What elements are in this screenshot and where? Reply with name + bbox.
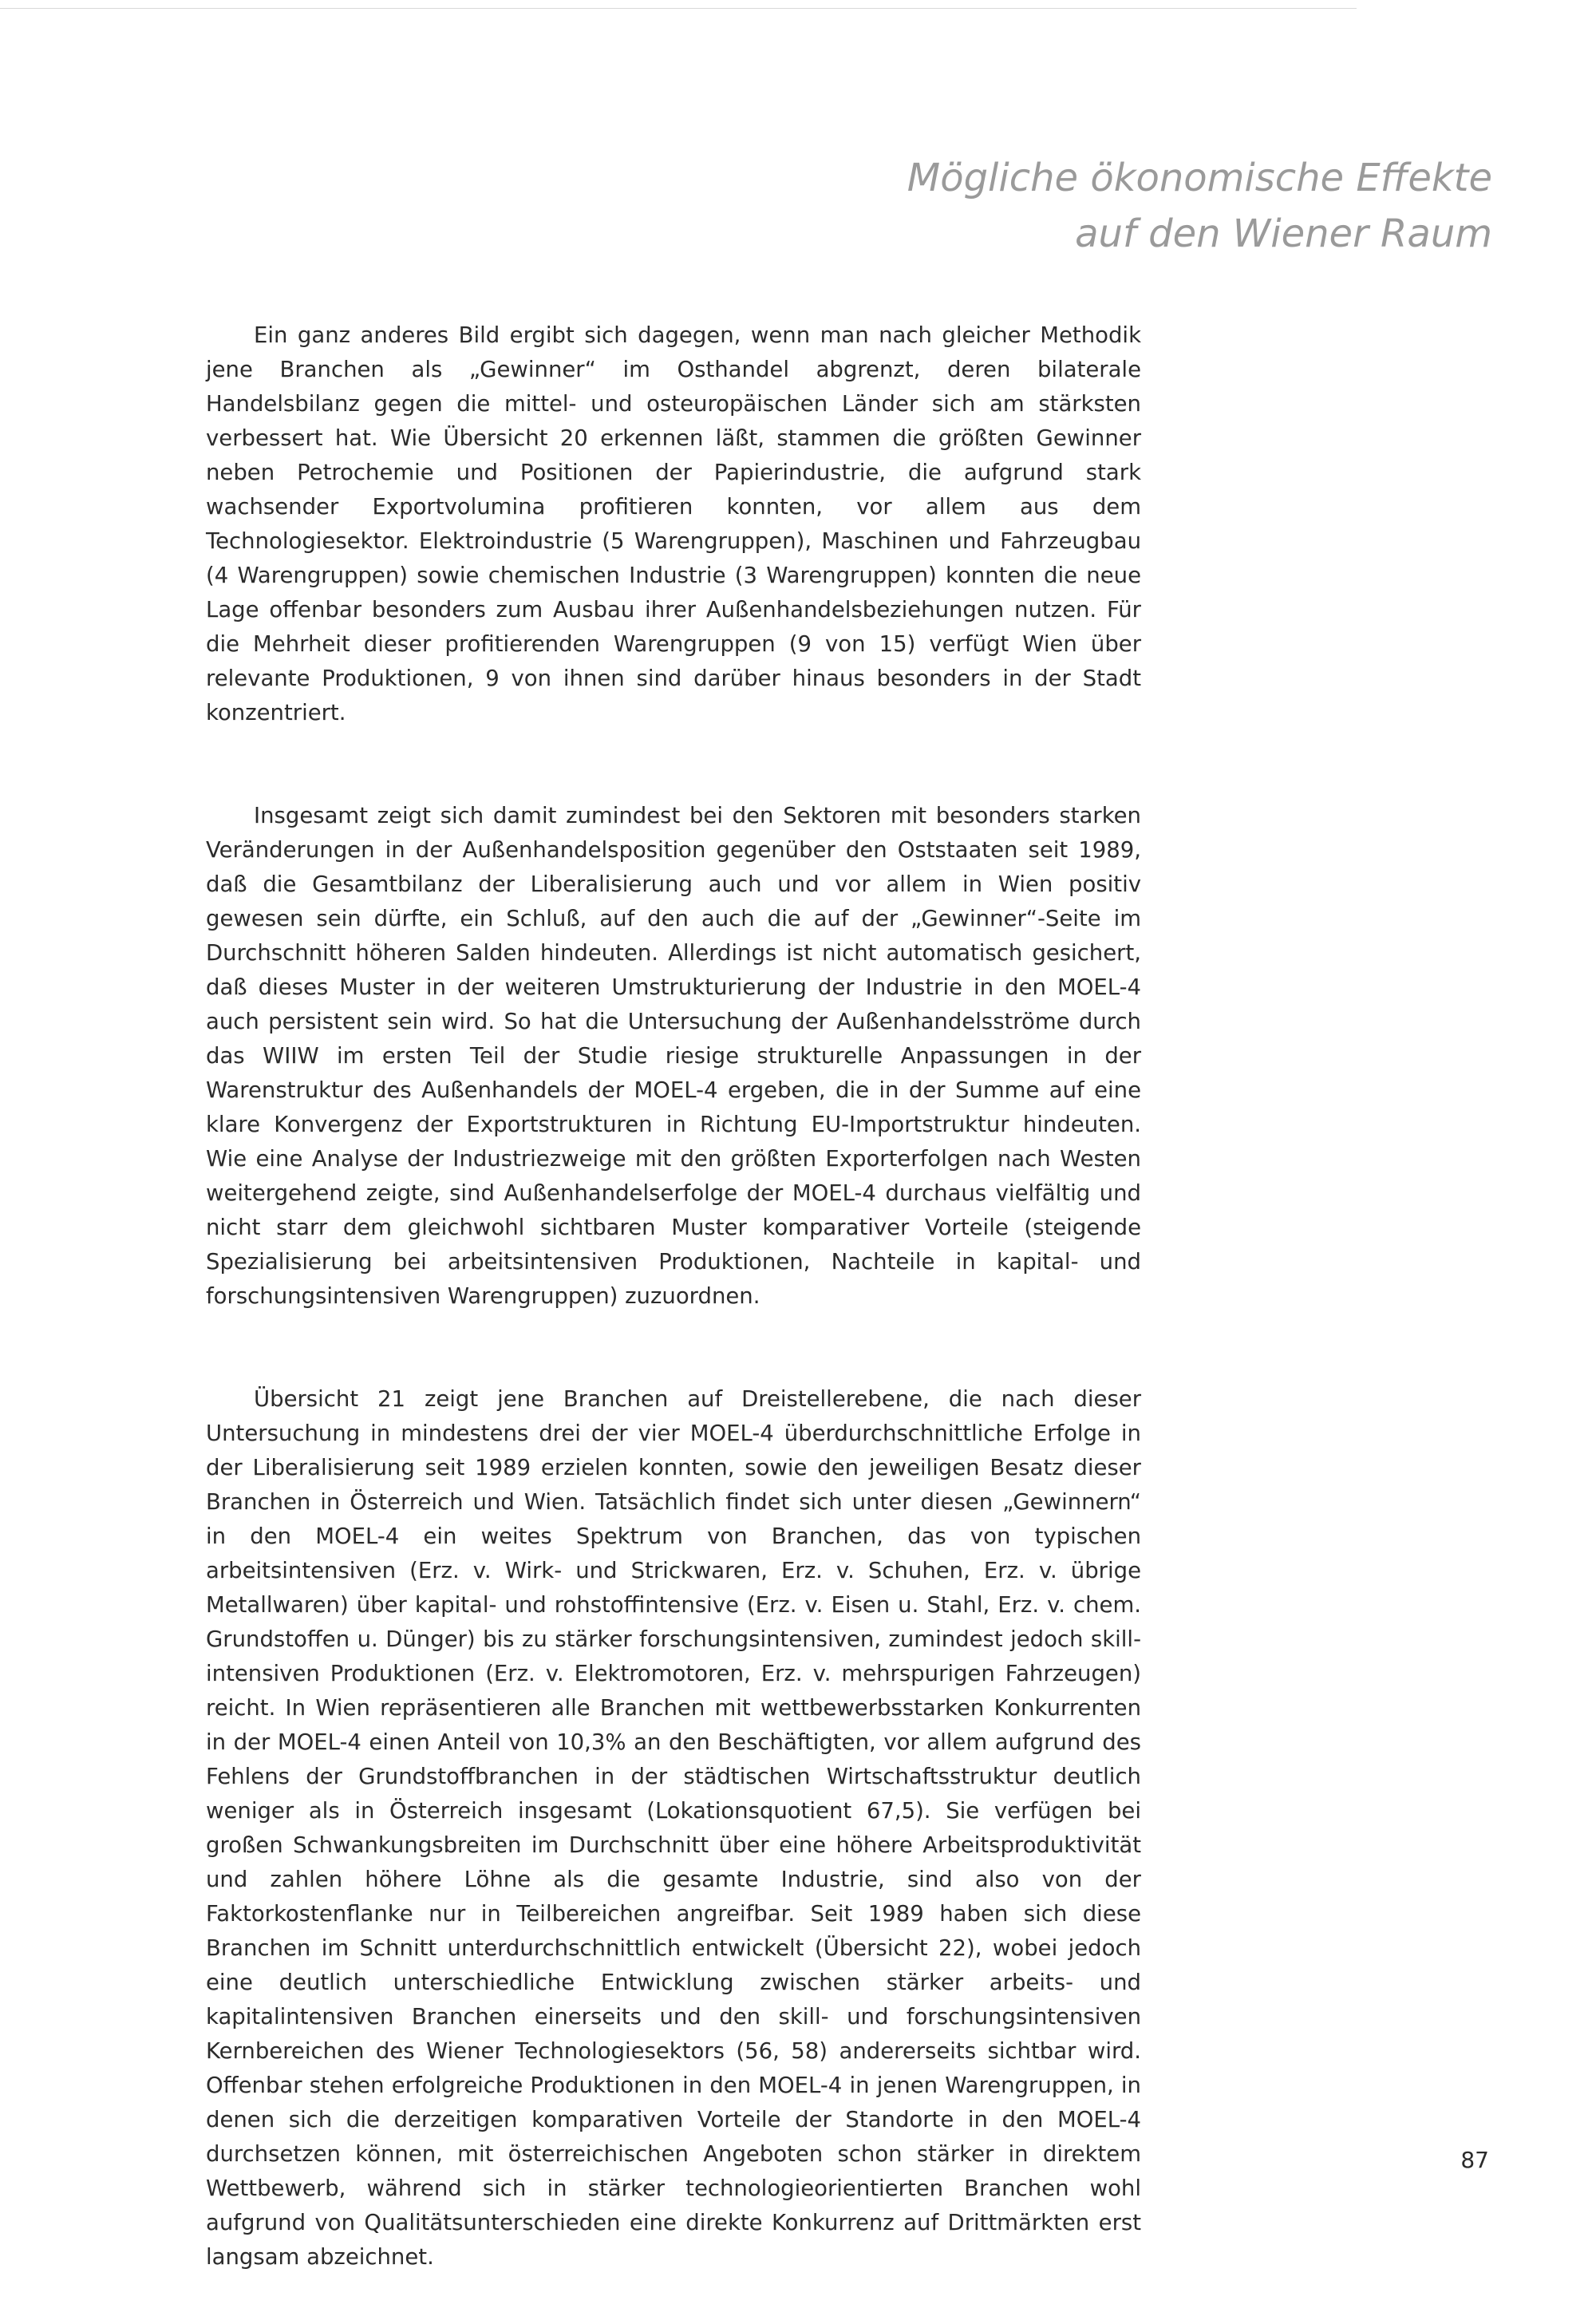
- paragraph: Ein ganz anderes Bild ergibt sich dagegen, wenn man nach gleicher Methodik jene Branchen als „Gewinner“ im Osthandel abgrenzt, deren bilaterale Handelsbilanz gegen die mittel- und osteuropäischen Länder sich am stärksten verbessert hat. Wie Übersicht 20 erkennen läßt, stammen die größten Gewinner neben Petrochemie und Positionen der Papierindustrie, die aufgrund stark wachsender Exportvolumina profitieren konnten, vor allem aus dem Technologiesektor. Elektroindustrie (5 Warengruppen), Maschinen und Fahrzeugbau (4 Warengruppen) sowie chemischen Industrie (3 Warengruppen) konnten die neue Lage offenbar besonders zum Ausbau ihrer Außenhandelsbeziehungen nutzen. Für die Mehrheit dieser profitierenden Warengruppen (9 von 15) verfügt Wien über relevante Produktionen, 9 von ihnen sind darüber hinaus besonders in der Stadt konzentriert.: [206, 322, 1141, 725]
- paragraph: Insgesamt zeigt sich damit zumindest bei den Sektoren mit besonders starken Veränderungen in der Außenhandelsposition gegenüber den Oststaaten seit 1989, daß die Gesamtbilanz der Liberalisierung auch und vor allem in Wien positiv gewesen sein dürfte, ein Schluß, auf den auch die auf der „Gewinner“-Seite im Durchschnitt höheren Salden hindeuten. Allerdings ist nicht automatisch gesichert, daß dieses Muster in der weiteren Umstrukturierung der Industrie in den MOEL-4 auch persistent sein wird. So hat die Untersuchung der Außenhandelsströme durch das WIIW im ersten Teil der Studie riesige strukturelle Anpassungen in der Warenstruktur des Außenhandels der MOEL-4 ergeben, die in der Summe auf eine klare Konvergenz der Exportstrukturen in Richtung EU-Importstruktur hindeuten. Wie eine Analyse der Industriezweige mit den größten Exporterfolgen nach Westen weitergehend zeigte, sind Außenhandelserfolge der MOEL-4 durchaus vielfältig und nicht starr dem gleichwohl sichtbaren Muster komparativer Vorteile (steigende Spezialisierung bei arbeitsintensiven Produktionen, Nachteile in kapital- und forschungsintensiven Warengruppen) zuzuordnen.: [206, 803, 1141, 1309]
- body-text: [206, 318, 1141, 2275]
- paragraph: Übersicht 21 zeigt jene Branchen auf Dreistellerebene, die nach dieser Untersuchung in mindestens drei der vier MOEL-4 überdurchschnittliche Erfolge in der Liberalisierung seit 1989 erzielen konnten, sowie den jeweiligen Besatz dieser Branchen in Österreich und Wien. Tatsächlich findet sich unter diesen „Gewinnern“ in den MOEL-4 ein weites Spektrum von Branchen, das von typischen arbeitsintensiven (Erz. v. Wirk- und Strickwaren, Erz. v. Schuhen, Erz. v. übrige Metallwaren) über kapital- und rohstoffintensive (Erz. v. Eisen u. Stahl, Erz. v. chem. Grundstoffen u. Dünger) bis zu stärker forschungsintensiven, zumindest jedoch skill-intensiven Produktionen (Erz. v. Elektromotoren, Erz. v. mehrspurigen Fahrzeugen) reicht. In Wien repräsentieren alle Branchen mit wettbewerbsstarken Konkurrenten in der MOEL-4 einen Anteil von 10,3% an den Beschäftigten, vor allem aufgrund des Fehlens der Grundstoffbranchen in der städtischen Wirtschaftsstruktur deutlich weniger als in Österreich insgesamt (Lokationsquotient 67,5). Sie verfügen bei großen Schwankungsbreiten im Durchschnitt über eine höhere Arbeitsproduktivität und zahlen höhere Löhne als die gesamte Industrie, sind also von der Faktorkostenflanke nur in Teilbereichen angreifbar. Seit 1989 haben sich diese Branchen im Schnitt unterdurchschnittlich entwickelt (Übersicht 22), wobei jedoch eine deutlich unterschiedliche Entwicklung zwischen stärker arbeits- und kapitalintensiven Branchen einerseits und den skill- und forschungsintensiven Kernbereichen des Wiener Technologiesektors (56, 58) andererseits sichtbar wird. Offenbar stehen erfolgreiche Produktionen in den MOEL-4 in jenen Warengruppen, in denen sich die derzeitigen komparativen Vorteile der Standorte in den MOEL-4 durchsetzen können, mit österreichischen Angeboten schon stärker in direktem Wettbewerb, während sich in stärker technologieorientierten Branchen wohl aufgrund von Qualitätsunterschieden eine direkte Konkurrenz auf Drittmärkten erst langsam abzeichnet.: [206, 1386, 1141, 2270]
- top-border-line: [0, 8, 1357, 9]
- page-number: 87: [1460, 2147, 1489, 2173]
- heading-line-1: Mögliche ökonomische Effekte: [907, 156, 1492, 200]
- section-heading: [535, 150, 1492, 262]
- heading-line-2: auf den Wiener Raum: [1075, 211, 1492, 256]
